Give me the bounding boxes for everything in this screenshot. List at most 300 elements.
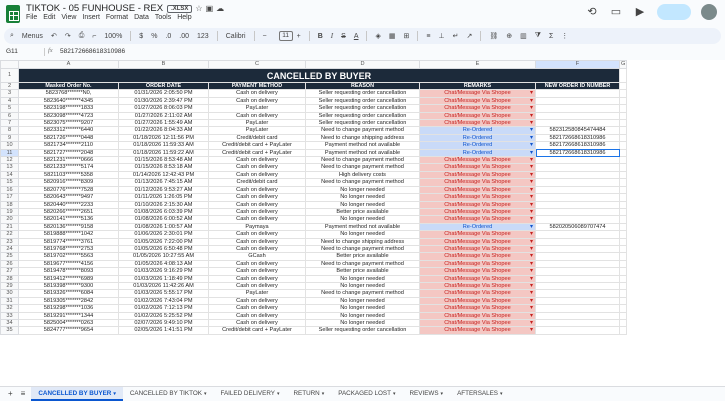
cell-reason[interactable]: No longer needed: [306, 194, 420, 201]
cloud-icon[interactable]: ☁: [216, 4, 228, 13]
cell-remarks-dropdown[interactable]: Chat/Message Via Shopee ▾: [420, 305, 536, 312]
select-all-corner[interactable]: [1, 61, 19, 69]
cell-payment-method[interactable]: GCash: [209, 253, 306, 260]
share-button[interactable]: [657, 4, 691, 20]
cell-remarks-dropdown[interactable]: Re-Ordered ▾: [420, 223, 536, 230]
cell-payment-method[interactable]: Cash on delivery: [209, 171, 306, 178]
cell-order-date[interactable]: 01/18/2026 12:11:56 PM: [119, 134, 209, 141]
cell[interactable]: [620, 282, 627, 289]
print-icon[interactable]: ⎙: [78, 32, 85, 39]
cell[interactable]: [620, 245, 627, 252]
font-select[interactable]: Calibri: [225, 32, 246, 40]
cell-order-no[interactable]: 5821727*******2048: [19, 149, 119, 156]
cell-reason[interactable]: Need to change shipping address: [306, 134, 420, 141]
cell-order-no[interactable]: 5819768*******2753: [19, 245, 119, 252]
cell[interactable]: [620, 120, 627, 127]
column-header-f[interactable]: F: [536, 61, 620, 69]
cell-reason[interactable]: Need to change payment method: [306, 290, 420, 297]
cell-order-no[interactable]: 5819298*******1036: [19, 305, 119, 312]
cell-order-date[interactable]: 01/08/2026 1:00:57 AM: [119, 223, 209, 230]
cell[interactable]: [620, 208, 627, 215]
spreadsheet-grid[interactable]: [0, 60, 725, 386]
column-header-e[interactable]: E: [420, 61, 536, 69]
cell[interactable]: [620, 260, 627, 267]
cell-payment-method[interactable]: Cash on delivery: [209, 231, 306, 238]
cell[interactable]: [620, 171, 627, 178]
cell-new-order-id[interactable]: [536, 282, 620, 289]
cell-payment-method[interactable]: Credit/debit card + PayLater: [209, 149, 306, 156]
cell-order-no[interactable]: 5823198*******1833: [19, 105, 119, 112]
row-number[interactable]: 3: [1, 90, 19, 97]
cell-reason[interactable]: Better price available: [306, 208, 420, 215]
document-title[interactable]: TIKTOK - 05 FUNHOUSE - REX: [26, 3, 164, 14]
cell-new-order-id[interactable]: [536, 312, 620, 319]
sheet-tab[interactable]: [213, 387, 286, 401]
header-order-date[interactable]: ORDER DATE: [119, 83, 209, 90]
link-icon[interactable]: ⛓: [489, 33, 499, 40]
merge-cells-icon[interactable]: ⊞: [403, 33, 410, 40]
row-number[interactable]: 18: [1, 201, 19, 208]
cell-new-order-id[interactable]: [536, 231, 620, 238]
cell-new-order-id[interactable]: [536, 275, 620, 282]
comment-add-icon[interactable]: ⊕: [506, 33, 513, 40]
cell[interactable]: [620, 90, 627, 97]
cell-order-no[interactable]: 5819326*******6084: [19, 290, 119, 297]
fill-color-icon[interactable]: ◈: [375, 33, 381, 40]
cell-order-date[interactable]: 01/13/2026 7:45:15 AM: [119, 179, 209, 186]
cell-order-date[interactable]: 01/12/2026 9:53:27 AM: [119, 186, 209, 193]
cell-remarks-dropdown[interactable]: Chat/Message Via Shopee ▾: [420, 112, 536, 119]
cell-order-date[interactable]: 01/18/2026 11:59:33 AM: [119, 142, 209, 149]
cell-new-order-id[interactable]: [536, 105, 620, 112]
cell[interactable]: [620, 179, 627, 186]
cell[interactable]: [620, 327, 627, 334]
text-rotation-icon[interactable]: ↗: [466, 33, 473, 40]
cell-order-date[interactable]: 01/08/2026 6:03:39 PM: [119, 208, 209, 215]
cell-payment-method[interactable]: Cash on delivery: [209, 268, 306, 275]
menu-file[interactable]: File: [26, 14, 38, 21]
font-size-increase-icon[interactable]: +: [296, 32, 301, 40]
text-color-button[interactable]: A: [353, 32, 359, 40]
zoom-select[interactable]: 100%: [104, 32, 123, 40]
cell[interactable]: [620, 290, 627, 297]
cell-order-no[interactable]: 5823312*******6440: [19, 127, 119, 134]
row-number[interactable]: 21: [1, 223, 19, 230]
cell-reason[interactable]: No longer needed: [306, 312, 420, 319]
cell[interactable]: [620, 157, 627, 164]
strikethrough-button[interactable]: S: [341, 32, 346, 40]
cell-order-no[interactable]: 5819774*******3761: [19, 238, 119, 245]
row-number[interactable]: 29: [1, 282, 19, 289]
increase-decimal-button[interactable]: .00: [179, 32, 190, 40]
cell-new-order-id[interactable]: [536, 245, 620, 252]
cell-reason[interactable]: No longer needed: [306, 231, 420, 238]
cell-payment-method[interactable]: Cash on delivery: [209, 312, 306, 319]
cell-order-no[interactable]: 5819305*******2842: [19, 297, 119, 304]
cell[interactable]: [620, 297, 627, 304]
avatar[interactable]: [701, 4, 717, 20]
cell-reason[interactable]: Seller requesting order cancellation: [306, 97, 420, 104]
sheet-tab[interactable]: [286, 387, 331, 401]
cell-order-no[interactable]: 5825004*******0263: [19, 320, 119, 327]
cell-remarks-dropdown[interactable]: Re-Ordered ▾: [420, 134, 536, 141]
row-number[interactable]: 10: [1, 142, 19, 149]
cell-remarks-dropdown[interactable]: Chat/Message Via Shopee ▾: [420, 290, 536, 297]
cell-new-order-id[interactable]: [536, 216, 620, 223]
row-number[interactable]: 15: [1, 179, 19, 186]
cell-payment-method[interactable]: Cash on delivery: [209, 157, 306, 164]
cell-remarks-dropdown[interactable]: Re-Ordered ▾: [420, 142, 536, 149]
cell-order-date[interactable]: 01/05/2026 10:27:55 AM: [119, 253, 209, 260]
bold-button[interactable]: B: [317, 32, 323, 40]
cell[interactable]: [620, 305, 627, 312]
cell-new-order-id[interactable]: [536, 164, 620, 171]
cell-reason[interactable]: No longer needed: [306, 275, 420, 282]
cell-new-order-id[interactable]: [536, 157, 620, 164]
row-number[interactable]: 1: [1, 69, 19, 83]
menu-data[interactable]: Data: [134, 14, 149, 21]
header-remarks[interactable]: REMARKS: [420, 83, 536, 90]
cell-new-order-id[interactable]: [536, 320, 620, 327]
font-size-decrease-icon[interactable]: −: [262, 32, 267, 40]
cell-reason[interactable]: No longer needed: [306, 186, 420, 193]
cell-payment-method[interactable]: Credit/debit card: [209, 134, 306, 141]
cell-remarks-dropdown[interactable]: Chat/Message Via Shopee ▾: [420, 157, 536, 164]
cell-remarks-dropdown[interactable]: Chat/Message Via Shopee ▾: [420, 268, 536, 275]
cell-order-no[interactable]: 5820643*******9497: [19, 194, 119, 201]
cell-remarks-dropdown[interactable]: Re-Ordered ▾: [420, 149, 536, 156]
cell-new-order-id[interactable]: [536, 327, 620, 334]
cell[interactable]: [620, 134, 627, 141]
row-number[interactable]: 8: [1, 127, 19, 134]
header-reason[interactable]: REASON: [306, 83, 420, 90]
cell-remarks-dropdown[interactable]: Chat/Message Via Shopee ▾: [420, 231, 536, 238]
menu-view[interactable]: View: [61, 14, 77, 21]
cell-order-date[interactable]: 01/30/2026 2:39:47 PM: [119, 97, 209, 104]
cell-order-no[interactable]: 5819702*******5563: [19, 253, 119, 260]
cell-payment-method[interactable]: Cash on delivery: [209, 194, 306, 201]
cell-order-no[interactable]: 5823640*******4345: [19, 97, 119, 104]
cell-payment-method[interactable]: Cash on delivery: [209, 238, 306, 245]
cell-reason[interactable]: No longer needed: [306, 305, 420, 312]
cell-order-date[interactable]: 01/02/2026 7:43:04 PM: [119, 297, 209, 304]
number-format-button[interactable]: 123: [197, 32, 209, 40]
column-header-a[interactable]: A: [19, 61, 119, 69]
name-box[interactable]: G11: [6, 48, 18, 55]
menu-format[interactable]: Format: [105, 14, 129, 21]
text-wrap-icon[interactable]: ↵: [452, 33, 459, 40]
cell-new-order-id[interactable]: [536, 112, 620, 119]
cell-order-date[interactable]: 01/03/2026 5:55:17 PM: [119, 290, 209, 297]
chevron-down-icon[interactable]: ▾: [392, 390, 396, 397]
row-number[interactable]: 26: [1, 260, 19, 267]
cell-new-order-id[interactable]: 582172668618310986: [536, 134, 620, 141]
chevron-down-icon[interactable]: ▾: [321, 390, 325, 397]
row-number[interactable]: 22: [1, 231, 19, 238]
cell[interactable]: [620, 186, 627, 193]
cell-payment-method[interactable]: Cash on delivery: [209, 260, 306, 267]
italic-button[interactable]: I: [330, 32, 334, 40]
cell-order-date[interactable]: 01/15/2026 8:53:18 AM: [119, 164, 209, 171]
cell-order-date[interactable]: 01/05/2026 7:22:00 PM: [119, 238, 209, 245]
cell-payment-method[interactable]: Cash on delivery: [209, 186, 306, 193]
cell-order-no[interactable]: 5821726*******0448: [19, 134, 119, 141]
cell-remarks-dropdown[interactable]: Chat/Message Via Shopee ▾: [420, 282, 536, 289]
cell-remarks-dropdown[interactable]: Chat/Message Via Shopee ▾: [420, 186, 536, 193]
cell-remarks-dropdown[interactable]: Chat/Message Via Shopee ▾: [420, 275, 536, 282]
cell[interactable]: [620, 69, 627, 83]
cell-payment-method[interactable]: Paymaya: [209, 223, 306, 230]
cell-remarks-dropdown[interactable]: Chat/Message Via Shopee ▾: [420, 105, 536, 112]
cell-order-date[interactable]: 01/03/2026 1:18:49 PM: [119, 275, 209, 282]
cell-order-date[interactable]: 01/03/2026 11:42:26 AM: [119, 282, 209, 289]
cell[interactable]: [620, 312, 627, 319]
currency-format-button[interactable]: $: [139, 32, 144, 40]
cell-new-order-id[interactable]: 582172668618310986: [536, 149, 620, 156]
row-number[interactable]: 20: [1, 216, 19, 223]
cell-order-date[interactable]: 01/15/2026 8:53:48 AM: [119, 157, 209, 164]
cell-order-no[interactable]: 5819412*******6989: [19, 275, 119, 282]
cell-order-no[interactable]: 5821103*******5358: [19, 171, 119, 178]
cell-reason[interactable]: Payment method not available: [306, 223, 420, 230]
cell-remarks-dropdown[interactable]: Chat/Message Via Shopee ▾: [420, 179, 536, 186]
cell[interactable]: [620, 320, 627, 327]
cell-new-order-id[interactable]: [536, 97, 620, 104]
cell-payment-method[interactable]: Cash on delivery: [209, 282, 306, 289]
more-icon[interactable]: ⋮: [561, 33, 569, 40]
row-number[interactable]: 4: [1, 97, 19, 104]
chevron-down-icon[interactable]: ▾: [113, 390, 116, 397]
cell-remarks-dropdown[interactable]: Chat/Message Via Shopee ▾: [420, 297, 536, 304]
cell-reason[interactable]: No longer needed: [306, 320, 420, 327]
cell-remarks-dropdown[interactable]: Chat/Message Via Shopee ▾: [420, 164, 536, 171]
vertical-align-icon[interactable]: ⊥: [438, 33, 445, 40]
cell-remarks-dropdown[interactable]: Chat/Message Via Shopee ▾: [420, 327, 536, 334]
chevron-down-icon[interactable]: ▾: [440, 390, 444, 397]
cell[interactable]: [620, 127, 627, 134]
row-number[interactable]: 32: [1, 305, 19, 312]
cell-remarks-dropdown[interactable]: Chat/Message Via Shopee ▾: [420, 253, 536, 260]
column-header-c[interactable]: C: [209, 61, 306, 69]
cell-order-no[interactable]: 5820776*******7528: [19, 186, 119, 193]
row-number[interactable]: 7: [1, 120, 19, 127]
cell-remarks-dropdown[interactable]: Re-Ordered ▾: [420, 127, 536, 134]
cell-remarks-dropdown[interactable]: Chat/Message Via Shopee ▾: [420, 171, 536, 178]
cell-remarks-dropdown[interactable]: Chat/Message Via Shopee ▾: [420, 120, 536, 127]
row-number[interactable]: 9: [1, 134, 19, 141]
cell-new-order-id[interactable]: [536, 186, 620, 193]
redo-icon[interactable]: ↷: [64, 33, 71, 40]
cell-order-no[interactable]: 5819291*******1344: [19, 312, 119, 319]
sheet-title[interactable]: CANCELLED BY BUYER: [19, 69, 620, 83]
cell-order-date[interactable]: 01/06/2026 2:30:01 PM: [119, 231, 209, 238]
cell-remarks-dropdown[interactable]: Chat/Message Via Shopee ▾: [420, 201, 536, 208]
cell-new-order-id[interactable]: [536, 297, 620, 304]
cell[interactable]: [620, 105, 627, 112]
cell-order-date[interactable]: 01/18/2026 11:59:22 AM: [119, 149, 209, 156]
row-number[interactable]: 19: [1, 208, 19, 215]
move-icon[interactable]: ▣: [205, 4, 217, 13]
cell-remarks-dropdown[interactable]: Chat/Message Via Shopee ▾: [420, 312, 536, 319]
cell[interactable]: [620, 231, 627, 238]
cell-reason[interactable]: Payment method not available: [306, 149, 420, 156]
header-payment-method[interactable]: PAYMENT METHOD: [209, 83, 306, 90]
comment-icon[interactable]: ▭: [610, 6, 622, 18]
cell-reason[interactable]: Need to change payment method: [306, 179, 420, 186]
cell-new-order-id[interactable]: [536, 260, 620, 267]
cell[interactable]: [620, 253, 627, 260]
chart-icon[interactable]: ▥: [520, 33, 527, 40]
cell[interactable]: [620, 216, 627, 223]
cell-remarks-dropdown[interactable]: Chat/Message Via Shopee ▾: [420, 238, 536, 245]
horizontal-align-icon[interactable]: ≡: [426, 32, 431, 40]
cell-order-no[interactable]: 5821233*******5174: [19, 164, 119, 171]
row-number[interactable]: 27: [1, 268, 19, 275]
cell-new-order-id[interactable]: [536, 238, 620, 245]
video-icon[interactable]: ▶: [635, 6, 645, 18]
sheets-logo-icon[interactable]: [6, 5, 20, 23]
cell-payment-method[interactable]: Cash on delivery: [209, 305, 306, 312]
cell-order-no[interactable]: 5819478*******8093: [19, 268, 119, 275]
functions-icon[interactable]: Σ: [548, 32, 554, 40]
cell-order-no[interactable]: 5823768*******N0,: [19, 90, 119, 97]
cell-payment-method[interactable]: Cash on delivery: [209, 112, 306, 119]
cell-order-date[interactable]: 01/27/2026 8:06:03 PM: [119, 105, 209, 112]
cell-order-no[interactable]: 5819677*******4156: [19, 260, 119, 267]
cell-reason[interactable]: Seller requesting order cancellation: [306, 120, 420, 127]
cell-order-date[interactable]: 01/02/2026 7:12:13 PM: [119, 305, 209, 312]
row-number[interactable]: 12: [1, 157, 19, 164]
cell-new-order-id[interactable]: [536, 208, 620, 215]
column-header-b[interactable]: B: [119, 61, 209, 69]
cell-remarks-dropdown[interactable]: Chat/Message Via Shopee ▾: [420, 216, 536, 223]
filter-icon[interactable]: ⧩: [534, 32, 541, 39]
cell-order-no[interactable]: 5819888*******1042: [19, 231, 119, 238]
cell-order-date[interactable]: 01/31/2026 2:05:50 PM: [119, 90, 209, 97]
cell-new-order-id[interactable]: [536, 90, 620, 97]
font-size-input[interactable]: 11: [279, 31, 293, 41]
cell-order-no[interactable]: 5820141*******5136: [19, 216, 119, 223]
row-number[interactable]: 17: [1, 194, 19, 201]
percent-format-button[interactable]: %: [151, 32, 158, 40]
row-number[interactable]: 5: [1, 105, 19, 112]
cell[interactable]: [620, 268, 627, 275]
decrease-decimal-button[interactable]: .0: [165, 32, 172, 40]
cell-remarks-dropdown[interactable]: Chat/Message Via Shopee ▾: [420, 245, 536, 252]
paint-format-icon[interactable]: ⌐: [92, 32, 97, 40]
cell-reason[interactable]: High delivery costs: [306, 171, 420, 178]
cell[interactable]: [620, 194, 627, 201]
cell-order-date[interactable]: 01/27/2026 1:55:49 AM: [119, 120, 209, 127]
cell[interactable]: [620, 149, 627, 156]
row-number[interactable]: 24: [1, 245, 19, 252]
cell-reason[interactable]: Better price available: [306, 253, 420, 260]
cell-payment-method[interactable]: Credit/debit card: [209, 179, 306, 186]
cell-order-date[interactable]: 01/02/2026 5:25:52 PM: [119, 312, 209, 319]
cell-reason[interactable]: No longer needed: [306, 297, 420, 304]
star-icon[interactable]: ☆: [195, 4, 206, 13]
cell-new-order-id[interactable]: 582020506089707474: [536, 223, 620, 230]
cell-order-no[interactable]: 5821734*******2110: [19, 142, 119, 149]
cell-reason[interactable]: Better price available: [306, 268, 420, 275]
cell-order-date[interactable]: 01/08/2026 6:00:52 AM: [119, 216, 209, 223]
cell-order-date[interactable]: 01/22/2026 8:04:33 AM: [119, 127, 209, 134]
cell-new-order-id[interactable]: [536, 194, 620, 201]
formula-input[interactable]: 582172668618310986: [60, 48, 126, 55]
row-number[interactable]: 16: [1, 186, 19, 193]
chevron-down-icon[interactable]: ▾: [276, 390, 280, 397]
sheet-tab[interactable]: [31, 387, 123, 401]
cell-order-no[interactable]: 5823075*******9207: [19, 120, 119, 127]
cell-payment-method[interactable]: Cash on delivery: [209, 297, 306, 304]
header-new-order-id[interactable]: NEW ORDER ID NUMBER: [536, 83, 620, 90]
cell-payment-method[interactable]: Credit/debit card + PayLater: [209, 327, 306, 334]
cell-new-order-id[interactable]: [536, 201, 620, 208]
chevron-down-icon[interactable]: ▾: [203, 390, 207, 397]
header-order-no[interactable]: Masked Order No.: [19, 83, 119, 90]
cell-payment-method[interactable]: Cash on delivery: [209, 275, 306, 282]
cell-reason[interactable]: Seller requesting order cancellation: [306, 112, 420, 119]
row-number[interactable]: 31: [1, 297, 19, 304]
column-header-g[interactable]: G: [621, 61, 626, 68]
cell-remarks-dropdown[interactable]: Chat/Message Via Shopee ▾: [420, 320, 536, 327]
cell-order-date[interactable]: 01/03/2026 9:16:29 PM: [119, 268, 209, 275]
cell-reason[interactable]: Need to change payment method: [306, 157, 420, 164]
cell-order-no[interactable]: 5820266*******2651: [19, 208, 119, 215]
cell-new-order-id[interactable]: [536, 268, 620, 275]
cell-reason[interactable]: No longer needed: [306, 201, 420, 208]
menu-help[interactable]: Help: [177, 14, 192, 21]
cell-reason[interactable]: Need to change payment method: [306, 245, 420, 252]
cell-order-no[interactable]: 5824777*******9654: [19, 327, 119, 334]
cell-reason[interactable]: Seller requesting order cancellation: [306, 105, 420, 112]
cell-new-order-id[interactable]: [536, 290, 620, 297]
column-header-d[interactable]: D: [306, 61, 420, 69]
cell-order-no[interactable]: 5820136*******9158: [19, 223, 119, 230]
cell[interactable]: [620, 223, 627, 230]
row-number[interactable]: 33: [1, 312, 19, 319]
cell-new-order-id[interactable]: 582172668618310986: [536, 142, 620, 149]
row-number[interactable]: 25: [1, 253, 19, 260]
row-number[interactable]: 13: [1, 164, 19, 171]
cell-remarks-dropdown[interactable]: Chat/Message Via Shopee ▾: [420, 208, 536, 215]
menu-insert[interactable]: Insert: [82, 14, 100, 21]
row-number[interactable]: 6: [1, 112, 19, 119]
menu-tools[interactable]: Tools: [154, 14, 172, 21]
cell-order-date[interactable]: 01/10/2026 2:15:30 AM: [119, 201, 209, 208]
cell[interactable]: [620, 164, 627, 171]
cell-payment-method[interactable]: Cash on delivery: [209, 164, 306, 171]
cell-order-date[interactable]: 01/05/2026 4:08:13 AM: [119, 260, 209, 267]
cell-new-order-id[interactable]: [536, 253, 620, 260]
cell-reason[interactable]: Need to change payment method: [306, 164, 420, 171]
cell-remarks-dropdown[interactable]: Chat/Message Via Shopee ▾: [420, 97, 536, 104]
row-number[interactable]: 34: [1, 320, 19, 327]
cell-order-date[interactable]: 01/11/2026 1:26:05 PM: [119, 194, 209, 201]
cell[interactable]: [620, 97, 627, 104]
sheet-tab[interactable]: [450, 387, 509, 401]
cell-order-date[interactable]: 02/05/2026 1:41:51 PM: [119, 327, 209, 334]
cell-payment-method[interactable]: Cash on delivery: [209, 320, 306, 327]
cell-reason[interactable]: Need to change payment method: [306, 127, 420, 134]
cell-new-order-id[interactable]: 582312580845474484: [536, 127, 620, 134]
history-icon[interactable]: ⟲: [587, 6, 597, 18]
cell-reason[interactable]: No longer needed: [306, 216, 420, 223]
cell-order-date[interactable]: 01/27/2026 2:11:02 AM: [119, 112, 209, 119]
undo-icon[interactable]: ↶: [50, 33, 57, 40]
cell-new-order-id[interactable]: [536, 171, 620, 178]
cell-order-no[interactable]: 5820440*******2233: [19, 201, 119, 208]
